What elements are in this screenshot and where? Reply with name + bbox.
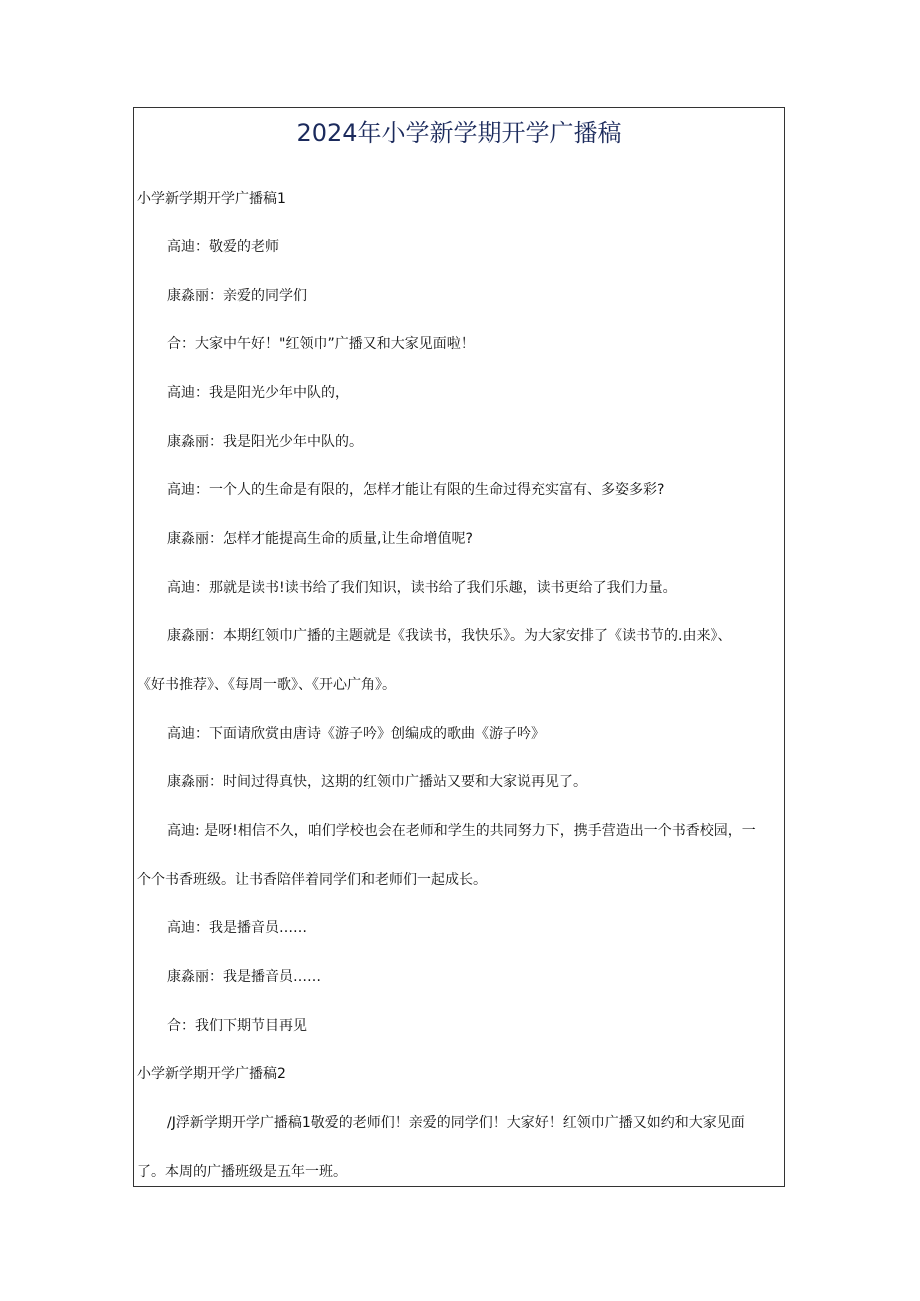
paragraph: 合：大家中午好！"红领巾”广播又和大家见面啦！ <box>167 336 475 352</box>
paragraph: 高迪: 是呀!相信不久，咱们学校也会在老师和学生的共同努力下，携手营造出一个书香校园，一 <box>167 823 756 839</box>
document-page <box>133 107 785 1187</box>
paragraph-continuation: 了。本周的广播班级是五年一班。 <box>137 1164 347 1180</box>
paragraph-continuation: 《好书推荐》、《每周一歌》、《开心广角》。 <box>137 677 396 693</box>
document-title: 2024年小学新学期开学广播稿 <box>296 119 622 147</box>
paragraph: 康淼丽：本期红领巾广播的主题就是《我读书，我快乐》。为大家安排了《读书节的.由来》、 <box>167 628 732 644</box>
paragraph: 康淼丽：我是播音员…… <box>167 969 321 985</box>
paragraph: /J浮新学期开学广播稿1敬爱的老师们！亲爱的同学们！大家好！红领巾广播又如约和大家见面 <box>167 1115 745 1131</box>
paragraph: 高迪：一个人的生命是有限的，怎样才能让有限的生命过得充实富有、多姿多彩? <box>167 482 665 498</box>
paragraph: 高迪：敬爱的老师 <box>167 239 279 255</box>
section-heading-2: 小学新学期开学广播稿2 <box>137 1066 286 1082</box>
paragraph: 康淼丽：时间过得真快，这期的红领巾广播站又要和大家说再见了。 <box>167 774 587 790</box>
paragraph: 高迪：那就是读书!读书给了我们知识，读书给了我们乐趣，读书更给了我们力量。 <box>167 580 677 596</box>
paragraph: 康淼丽：我是阳光少年中队的。 <box>167 434 363 450</box>
paragraph: 高迪：下面请欣赏由唐诗《游子吟》创编成的歌曲《游子吟》 <box>167 726 545 742</box>
paragraph: 合：我们下期节目再见 <box>167 1018 307 1034</box>
section-heading-1: 小学新学期开学广播稿1 <box>137 191 286 207</box>
paragraph: 康淼丽：亲爱的同学们 <box>167 288 307 304</box>
paragraph: 高迪：我是播音员…… <box>167 920 307 936</box>
paragraph: 高迪：我是阳光少年中队的， <box>167 385 349 401</box>
paragraph: 康淼丽：怎样才能提高生命的质量,让生命增值呢? <box>167 531 473 547</box>
paragraph-continuation: 个个书香班级。让书香陪伴着同学们和老师们一起成长。 <box>137 872 487 888</box>
